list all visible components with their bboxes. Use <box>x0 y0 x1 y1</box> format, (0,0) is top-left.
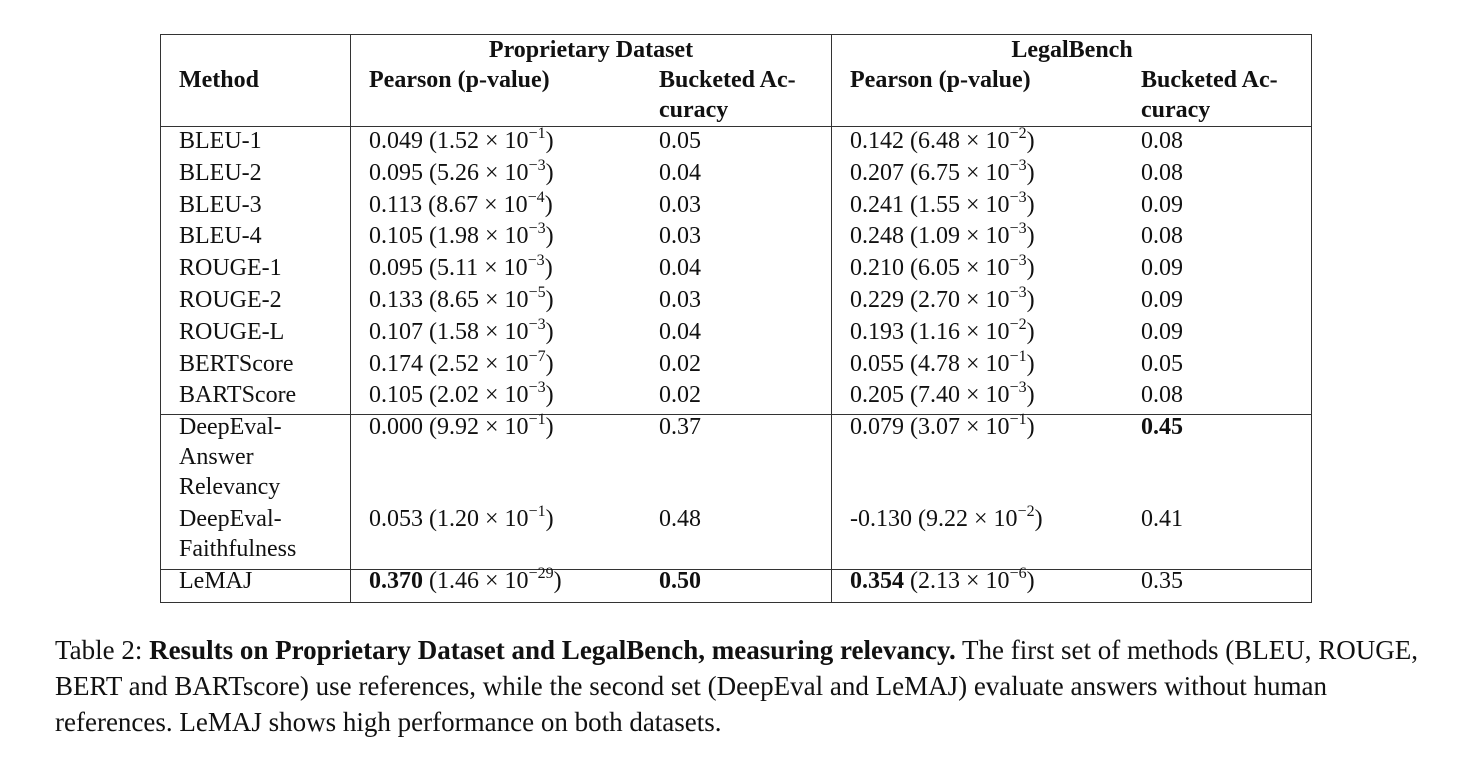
header-pearson: Pearson (p-value) <box>850 67 1031 93</box>
legalbench-pearson: 0.142 $(6.48 \times 10^{-2})$ <box>850 125 1035 154</box>
column-divider <box>350 35 351 602</box>
legalbench-accuracy: 0.08 <box>1141 128 1183 154</box>
p-mantissa: 1.55 <box>918 191 960 218</box>
p-mantissa: 1.20 <box>437 506 479 533</box>
proprietary-accuracy: 0.50 <box>659 568 701 595</box>
header-rule <box>161 126 1311 127</box>
column-divider <box>831 35 832 602</box>
proprietary-accuracy: 0.02 <box>659 382 701 409</box>
proprietary-accuracy: 0.37 <box>659 414 701 441</box>
p-mantissa: 8.65 <box>437 287 479 313</box>
p-exponent: −3 <box>528 315 546 333</box>
proprietary-accuracy: 0.04 <box>659 159 701 186</box>
results-table <box>160 34 1312 603</box>
pearson-r: 0.354 <box>850 568 904 595</box>
method-name <box>179 158 262 188</box>
p-mantissa: 3.07 <box>918 414 960 441</box>
legalbench-pearson: 0.193 $(1.16 \times 10^{-2})$ <box>850 315 1035 345</box>
section-rule <box>161 569 1311 570</box>
proprietary-accuracy: 0.48 <box>659 506 701 533</box>
p-mantissa: 6.75 <box>918 159 960 186</box>
method-name <box>179 126 262 156</box>
pearson-r: 0.079 <box>850 414 904 441</box>
p-exponent: −3 <box>528 379 546 397</box>
p-exponent: −3 <box>1009 379 1027 397</box>
pearson-r: 0.241 <box>850 191 904 218</box>
method-name-line: DeepEval- <box>179 414 282 441</box>
p-mantissa: 4.78 <box>918 350 960 377</box>
p-exponent: −1 <box>528 503 546 521</box>
method-name-line: Relevancy <box>179 474 281 501</box>
p-mantissa: 1.09 <box>918 223 960 250</box>
p-exponent: −1 <box>528 411 546 429</box>
legalbench-accuracy: 0.41 <box>1141 506 1183 533</box>
legalbench-pearson: 0.055 $(4.78 \times 10^{-1})$ <box>850 347 1035 377</box>
p-exponent: −2 <box>1009 315 1027 333</box>
p-mantissa: 1.52 <box>437 128 479 154</box>
caption-bold: Results on Proprietary Dataset and LegalBench, measuring relevancy. <box>149 635 956 665</box>
method-name <box>179 349 294 379</box>
section-rule <box>161 414 1311 415</box>
p-exponent: −7 <box>528 347 546 365</box>
p-mantissa: 2.13 <box>918 568 960 595</box>
method-name-line: Faithfulness <box>179 536 297 563</box>
method-name-line: LeMAJ <box>179 568 253 595</box>
pearson-r: 0.049 <box>369 128 423 154</box>
legalbench-accuracy: 0.05 <box>1141 350 1183 377</box>
table-caption <box>55 632 1430 740</box>
p-mantissa: 5.26 <box>437 159 479 186</box>
proprietary-pearson: 0.053 $(1.20 \times 10^{-1})$ <box>369 503 554 533</box>
p-exponent: −29 <box>528 565 554 583</box>
p-mantissa: 5.11 <box>437 255 479 282</box>
proprietary-pearson: 0.000 $(9.92 \times 10^{-1})$ <box>369 411 554 441</box>
method-name <box>179 566 252 596</box>
method-name-line: BLEU-3 <box>179 191 262 218</box>
legalbench-accuracy: 0.09 <box>1141 255 1183 282</box>
proprietary-accuracy: 0.03 <box>659 287 701 313</box>
proprietary-pearson: 0.095 $(5.26 \times 10^{-3})$ <box>369 156 554 186</box>
p-exponent: −3 <box>528 156 546 174</box>
pearson-r: -0.130 <box>850 506 912 533</box>
method-name <box>179 504 296 564</box>
method-name <box>179 317 284 347</box>
proprietary-accuracy: 0.05 <box>659 128 701 154</box>
legalbench-accuracy: 0.08 <box>1141 223 1183 250</box>
p-mantissa: 6.05 <box>918 255 960 282</box>
pearson-r: 0.174 <box>369 350 423 377</box>
p-exponent: −3 <box>1009 284 1027 301</box>
p-exponent: −3 <box>1009 220 1027 238</box>
p-mantissa: 8.67 <box>436 191 479 218</box>
p-mantissa: 6.48 <box>918 128 960 154</box>
pearson-r: 0.053 <box>369 506 423 533</box>
p-exponent: −6 <box>1009 565 1027 583</box>
p-exponent: −3 <box>527 252 545 270</box>
method-name-line: BLEU-1 <box>179 128 262 154</box>
proprietary-pearson: 0.105 $(2.02 \times 10^{-3})$ <box>369 379 554 409</box>
legalbench-pearson: 0.241 $(1.55 \times 10^{-3})$ <box>850 188 1035 218</box>
method-name <box>179 412 282 502</box>
method-name <box>179 285 282 315</box>
method-name <box>179 190 262 220</box>
method-name-line: BLEU-2 <box>179 159 262 186</box>
proprietary-accuracy: 0.02 <box>659 350 701 377</box>
p-mantissa: 1.98 <box>437 223 479 250</box>
pearson-r: 0.113 <box>369 191 423 218</box>
pearson-r: 0.133 <box>369 287 423 313</box>
p-exponent: −3 <box>1009 252 1027 270</box>
pearson-r: 0.193 <box>850 318 904 345</box>
p-mantissa: 1.46 <box>437 568 479 595</box>
legalbench-accuracy: 0.09 <box>1141 318 1183 345</box>
method-name <box>179 253 282 283</box>
proprietary-pearson: 0.105 $(1.98 \times 10^{-3})$ <box>369 220 554 250</box>
pearson-r: 0.229 <box>850 287 904 313</box>
legalbench-accuracy: 0.09 <box>1141 191 1183 218</box>
header-method: Method <box>179 67 259 93</box>
method-name <box>179 380 296 410</box>
proprietary-accuracy: 0.04 <box>659 318 701 345</box>
pearson-r: 0.210 <box>850 255 904 282</box>
p-exponent: −2 <box>1009 125 1027 142</box>
method-name-line: Answer <box>179 444 254 471</box>
group-header-proprietary: Proprietary Dataset <box>488 37 694 63</box>
pearson-r: 0.000 <box>369 414 423 441</box>
group-header-legalbench: LegalBench <box>1011 37 1133 63</box>
caption-label: Table 2: <box>55 635 150 665</box>
p-mantissa: 2.02 <box>437 382 479 409</box>
header-bucketed-accuracy: Bucketed Ac- curacy <box>659 67 796 123</box>
pearson-r: 0.248 <box>850 223 904 250</box>
p-mantissa: 1.16 <box>918 318 960 345</box>
pearson-r: 0.107 <box>369 318 423 345</box>
p-exponent: −2 <box>1017 503 1035 521</box>
proprietary-pearson: 0.095 $(5.11 \times 10^{-3})$ <box>369 252 553 282</box>
pearson-r: 0.207 <box>850 159 904 186</box>
p-exponent: −3 <box>1009 156 1027 174</box>
caption-text: The first set of methods (BLEU, ROUGE, BERT and BARTscore) use references, while the second set (DeepEval and LeMAJ) evaluate answers without human references. LeMAJ shows high performance on both datasets. <box>55 635 1418 737</box>
pearson-r: 0.142 <box>850 128 904 154</box>
pearson-r: 0.105 <box>369 382 423 409</box>
legalbench-accuracy: 0.45 <box>1141 414 1183 441</box>
p-exponent: −3 <box>528 220 546 238</box>
p-exponent: −4 <box>527 188 545 206</box>
p-mantissa: 9.22 <box>926 506 968 533</box>
proprietary-pearson: 0.174 $(2.52 \times 10^{-7})$ <box>369 347 554 377</box>
proprietary-pearson: 0.113 $(8.67 \times 10^{-4})$ <box>369 188 553 218</box>
method-name-line: BLEU-4 <box>179 223 262 250</box>
p-exponent: −3 <box>1009 188 1027 206</box>
pearson-r: 0.205 <box>850 382 904 409</box>
p-mantissa: 9.92 <box>437 414 479 441</box>
legalbench-pearson: 0.354 $(2.13 \times 10^{-6})$ <box>850 565 1035 595</box>
legalbench-pearson: 0.229 $(2.70 \times 10^{-3})$ <box>850 284 1035 313</box>
legalbench-pearson: 0.248 $(1.09 \times 10^{-3})$ <box>850 220 1035 250</box>
legalbench-accuracy: 0.09 <box>1141 287 1183 313</box>
pearson-r: 0.055 <box>850 350 904 377</box>
proprietary-accuracy: 0.04 <box>659 255 701 282</box>
proprietary-pearson: 0.133 $(8.65 \times 10^{-5})$ <box>369 284 554 313</box>
proprietary-pearson: 0.370 $(1.46 \times 10^{-29})$ <box>369 565 562 595</box>
method-name-line: BERTScore <box>179 350 294 377</box>
pearson-r: 0.095 <box>369 255 423 282</box>
p-mantissa: 2.52 <box>437 350 479 377</box>
method-name-line: ROUGE-L <box>179 318 285 345</box>
p-mantissa: 7.40 <box>918 382 960 409</box>
legalbench-pearson: 0.079 $(3.07 \times 10^{-1})$ <box>850 411 1035 441</box>
legalbench-pearson: 0.205 $(7.40 \times 10^{-3})$ <box>850 379 1035 409</box>
header-pearson: Pearson (p-value) <box>369 67 550 93</box>
legalbench-pearson: 0.210 $(6.05 \times 10^{-3})$ <box>850 252 1035 282</box>
p-mantissa: 2.70 <box>918 287 960 313</box>
p-exponent: −1 <box>1009 347 1027 365</box>
pearson-r: 0.370 <box>369 568 423 595</box>
legalbench-accuracy: 0.35 <box>1141 568 1183 595</box>
p-exponent: −1 <box>528 125 546 142</box>
proprietary-pearson: 0.107 $(1.58 \times 10^{-3})$ <box>369 315 554 345</box>
p-mantissa: 1.58 <box>437 318 479 345</box>
legalbench-accuracy: 0.08 <box>1141 159 1183 186</box>
method-name-line: BARTScore <box>179 382 297 409</box>
p-exponent: −5 <box>528 284 546 301</box>
method-name-line: DeepEval- <box>179 506 282 533</box>
method-name <box>179 221 262 251</box>
method-name-line: ROUGE-2 <box>179 287 282 313</box>
proprietary-pearson: 0.049 $(1.52 \times 10^{-1})$ <box>369 125 554 154</box>
legalbench-accuracy: 0.08 <box>1141 382 1183 409</box>
method-name-line: ROUGE-1 <box>179 255 282 282</box>
proprietary-accuracy: 0.03 <box>659 223 701 250</box>
pearson-r: 0.105 <box>369 223 423 250</box>
header-bucketed-accuracy: Bucketed Ac- curacy <box>1141 67 1278 123</box>
p-exponent: −1 <box>1009 411 1027 429</box>
legalbench-pearson: -0.130 $(9.22 \times 10^{-2})$ <box>850 503 1043 533</box>
legalbench-pearson: 0.207 $(6.75 \times 10^{-3})$ <box>850 156 1035 186</box>
proprietary-accuracy: 0.03 <box>659 191 701 218</box>
pearson-r: 0.095 <box>369 159 423 186</box>
